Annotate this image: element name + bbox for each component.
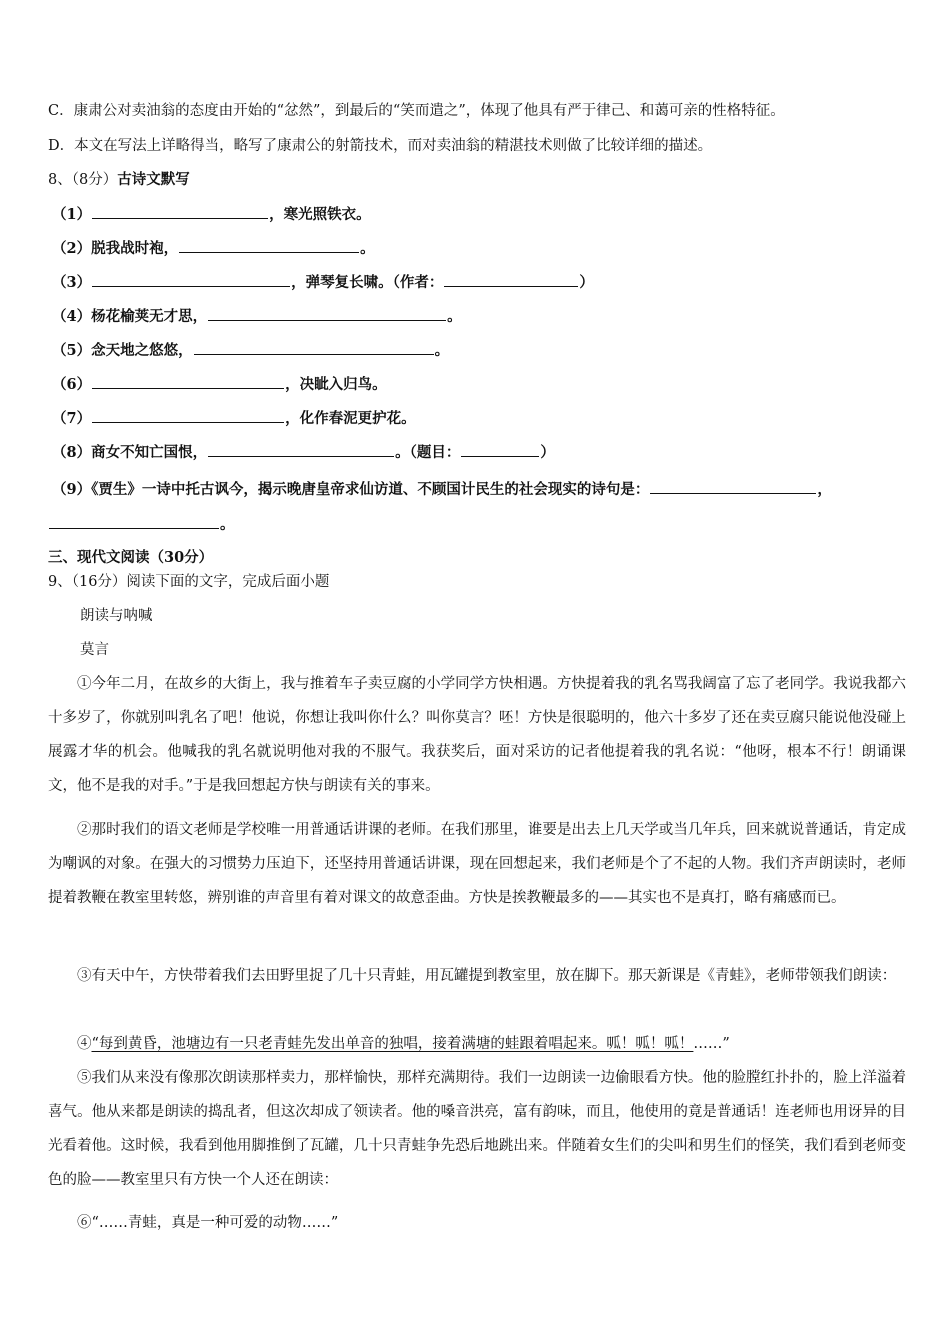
answer-blank[interactable] <box>92 408 284 423</box>
author-blank[interactable] <box>444 272 578 287</box>
q8-title: 古诗文默写 <box>117 171 190 188</box>
q7-option-c: C．康肃公对卖油翁的态度由开始的“忿然”，到最后的“笑而遣之”，体现了他具有严于律己、和蔼可亲的性格特征。 <box>48 103 785 119</box>
answer-blank[interactable] <box>194 340 434 355</box>
paragraph-6: ⑥“……青蛙，真是一种可爱的动物……” <box>77 1215 339 1231</box>
q8-item-4: （4）杨花榆荚无才思， 。 <box>52 308 462 325</box>
paragraph-5: ⑤我们从来没有像那次朗读那样卖力，那样愉快，那样充满期待。我们一边朗读一边偷眼看方快。他的脸膛红扑扑的，脸上洋溢着喜气。他从来都是朗读的捣乱者，但这次却成了领读者。他的嗓音洪亮，富有韵味，而且，他使用的竟是普通话！连老师也用讶异的目光看着他。这时候，我看到他用脚推倒了瓦罐，几十只青蛙争先恐后地跳出来。伴随着女生们的尖叫和男生们的怪笑，我们看到老师变色的脸——教室里只有方快一个人还在朗读： <box>48 1070 906 1188</box>
q8-item-2: （2）脱我战时袍， 。 <box>52 240 375 257</box>
q8-item-7: （7） ，化作春泥更护花。 <box>52 410 416 427</box>
answer-blank[interactable] <box>92 204 268 219</box>
underlined-quote: “每到黄昏，池塘边有一只老青蛙先发出单音的独唱，接着满塘的蛙跟着唱起来。呱！呱！呱！ <box>91 1036 694 1052</box>
q8-item-9-line2: 。 <box>48 514 235 535</box>
section-title: 三、现代文阅读（30分） <box>48 549 214 566</box>
answer-blank[interactable] <box>49 514 219 529</box>
q8-item-3: （3） ，弹琴复长啸。（作者： ） <box>52 274 594 291</box>
q8-heading <box>48 170 190 190</box>
article-author: 莫言 <box>80 642 109 658</box>
q8-item-6: （6） ，决眦入归鸟。 <box>52 376 387 393</box>
paragraph-4: ④“每到黄昏，池塘边有一只老青蛙先发出单音的独唱，接着满塘的蛙跟着唱起来。呱！呱！呱！……” <box>77 1036 730 1052</box>
title-blank[interactable] <box>461 442 539 457</box>
paragraph-2: ②那时我们的语文老师是学校唯一用普通话讲课的老师。在我们那里，谁要是出去上几天学或当几年兵，回来就说普通话，肯定成为嘲讽的对象。在强大的习惯势力压迫下，还坚持用普通话讲课，现在回想起来，我们老师是个了不起的人物。我们齐声朗读时，老师提着教鞭在教室里转悠，辨别谁的声音里有着对课文的故意歪曲。方快是挨教鞭最多的——其实也不是真打，略有痛感而已。 <box>48 822 906 906</box>
q8-item-8: （8）商女不知亡国恨， 。（题目： ） <box>52 444 555 461</box>
paragraph-1: ①今年二月，在故乡的大街上，我与推着车子卖豆腐的小学同学方快相遇。方快提着我的乳名骂我阔富了忘了老同学。我说我都六十多岁了，你就别叫乳名了吧！他说，你想让我叫你什么？叫你莫言？呸！方快是很聪明的，他六十多岁了还在卖豆腐只能说他没碰上展露才华的机会。他喊我的乳名就说明他对我的不服气。我获奖后，面对采访的记者他提着我的乳名说：“他呀，根本不行！朗诵课文，他不是我的对手。”于是我回想起方快与朗读有关的事来。 <box>48 676 906 794</box>
answer-blank[interactable] <box>208 306 446 321</box>
q9-intro: 9、（16分）阅读下面的文字，完成后面小题 <box>48 574 330 590</box>
answer-blank[interactable] <box>208 442 394 457</box>
answer-blank[interactable] <box>92 374 284 389</box>
q8-item-1: （1） ，寒光照铁衣。 <box>52 206 371 223</box>
answer-blank[interactable] <box>650 479 816 494</box>
q8-item-9: （9）《贾生》一诗中托古讽今，揭示晚唐皇帝求仙访道、不顾国计民生的社会现实的诗句是： ， <box>52 481 832 498</box>
answer-blank[interactable] <box>92 272 290 287</box>
q7-option-d: D．本文在写法上详略得当，略写了康肃公的射箭技术，而对卖油翁的精湛技术则做了比较详细的描述。 <box>48 138 713 154</box>
q8-number: 8、（8分） <box>48 172 118 188</box>
article-title: 朗读与呐喊 <box>80 608 153 624</box>
answer-blank[interactable] <box>179 238 359 253</box>
paragraph-3: ③有天中午，方快带着我们去田野里捉了几十只青蛙，用瓦罐提到教室里，放在脚下。那天新课是《青蛙》，老师带领我们朗读： <box>77 968 897 984</box>
q8-item-5: （5）念天地之悠悠， 。 <box>52 342 450 359</box>
